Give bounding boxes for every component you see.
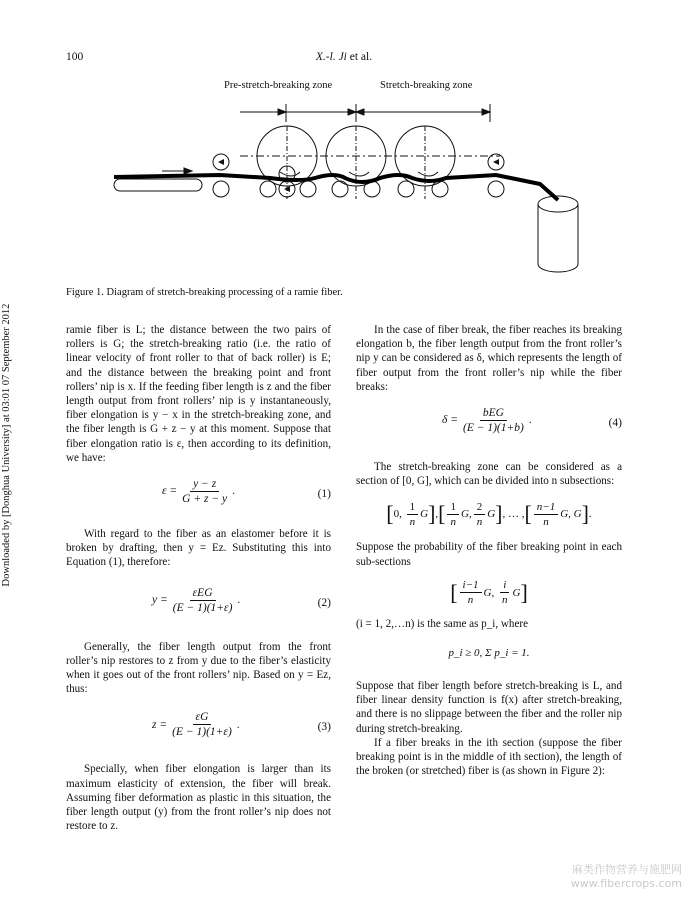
equation-3: z = $\frac{\varepsilon G}{(E - 1)(1+\varepsilon)}$ . (3) (152, 711, 331, 739)
equation-2: y = $\frac{\text{εEG}}{(E - 1)(1+\varepsilon)}$ . (2) (152, 586, 331, 614)
eq1-lhs: ε = (162, 485, 178, 498)
figure-1-diagram (100, 74, 580, 274)
equation-1: ε = $\frac{y - z}{G + z - y}$ . (1) (162, 478, 331, 506)
running-header (0, 51, 688, 63)
authors: X.-l. Ji (315, 51, 347, 63)
left-paragraph-2: With regard to the fiber as an elastomer before it is broken by drafting, then y = Ez. Substituting this into Equation (1), therefore: (66, 528, 331, 569)
authors-suffix: et al. (346, 51, 373, 63)
eq4-number: (4) (608, 417, 622, 430)
probability-sum-expression: p_i ≥ 0, Σ p_i = 1. (448, 646, 530, 659)
eq3-numerator: εG (193, 710, 212, 725)
eq3-number: (3) (317, 721, 331, 734)
right-column (356, 323, 622, 778)
left-paragraph-4: Specially, when fiber elongation is larger than its maximum elasticity of extension, the fiber will break. Assuming fiber deformation as plastic in this situation, the fiber length output (y) from the front roller’s nip does not restore to z. (66, 763, 331, 833)
eq1-denominator: G + z − y (182, 493, 228, 506)
right-paragraph-3: Suppose the probability of the fiber breaking point in each sub-sections (356, 541, 622, 568)
eq3-lhs: z = (152, 718, 168, 731)
eq1-number: (1) (317, 488, 331, 501)
site-watermark (571, 863, 682, 891)
right-paragraph-5: Suppose that fiber length before stretch-breaking is L, and fiber linear density function is f(x) after stretch-breaking, and there is no slippage between the fiber and the roller nip during stretch-breaking. (356, 680, 622, 735)
right-paragraph-4: (i = 1, 2,…n) is the same as p_i, where (356, 617, 529, 630)
ith-subsection-expression: [ $\frac{i-1}{n}$ G, $\frac{i}{n}$ G ] (450, 579, 528, 607)
equation-4: δ = $\frac{\text{bEG}}{(E - 1)(1+b)}$ . (4) (442, 407, 622, 435)
right-paragraph-1: In the case of fiber break, the fiber reaches its breaking elongation b, the fiber length output from the front roller’s nip y can be considered as δ, which represents the length of fiber output from the front roller’s nip while the fiber breaks: (356, 324, 622, 393)
download-sidebar: Downloaded by [Donghua University] at 03:01 07 September 2012 (1, 303, 12, 587)
eq2-denominator: (E − 1)(1+ε) (172, 601, 233, 614)
subsections-expression: [ 0, $\frac{1}{n}$ G ] , [ $\frac{1}{n}$ G, $\frac{2}{n}$ G ] , … , [ $\frac{n-1}{n}$ G, G ] . (386, 500, 592, 528)
page-number: 100 (66, 51, 84, 63)
left-paragraph-1: ramie fiber is L; the distance between the two pairs of rollers is G; the stretch-breaking ratio (i.e. the ratio of linear velocity of front roller to that of back roller) is E; and the distance between the breaking point and front rollers’ nip is x. If the feeding fiber length is z and the fiber length output from front rollers’ nip is y instantaneously, fiber elongation is y − x in the stretch-breaking zone, and the fiber length is G + z − y at this moment. Suppose that fiber elongation ratio is ε, then according to its definition, we have: (66, 324, 331, 464)
label-stretch-zone: Stretch-breaking zone (380, 80, 473, 91)
eq2-numerator: εEG (190, 586, 216, 601)
watermark-line-1: 麻类作物营养与施肥网 (572, 863, 682, 876)
right-paragraph-2: The stretch-breaking zone can be considered as a section of [0, G], which can be divided into n subsections: (356, 461, 622, 488)
eq4-lhs: δ = (442, 414, 458, 427)
eq3-denominator: (E − 1)(1+ε) (172, 726, 232, 739)
eq4-numerator: bEG (480, 406, 507, 421)
eq4-denominator: (E − 1)(1+b) (462, 422, 524, 435)
left-column (66, 323, 331, 833)
left-paragraph-3: Generally, the fiber length output from the front roller’s nip restores to z from y due to the fiber’s elasticity when it goes out of the front rollers’ nip. Based on y = Ez, thus: (66, 640, 331, 696)
eq2-number: (2) (317, 596, 331, 609)
watermark-line-2: www.fibercrops.com (570, 877, 682, 890)
eq1-numerator: y − z (190, 477, 219, 492)
eq2-lhs: y = (152, 594, 168, 607)
label-pre-stretch-zone: Pre-stretch-breaking zone (224, 80, 333, 91)
right-paragraph-6: If a fiber breaks in the ith section (suppose the fiber breaking point is in the middle of ith section), the length of the broken (or stretched) fiber is (as shown in Figure 2): (356, 736, 622, 778)
figure-caption: Figure 1. Diagram of stretch-breaking processing of a ramie fiber. (66, 287, 343, 298)
